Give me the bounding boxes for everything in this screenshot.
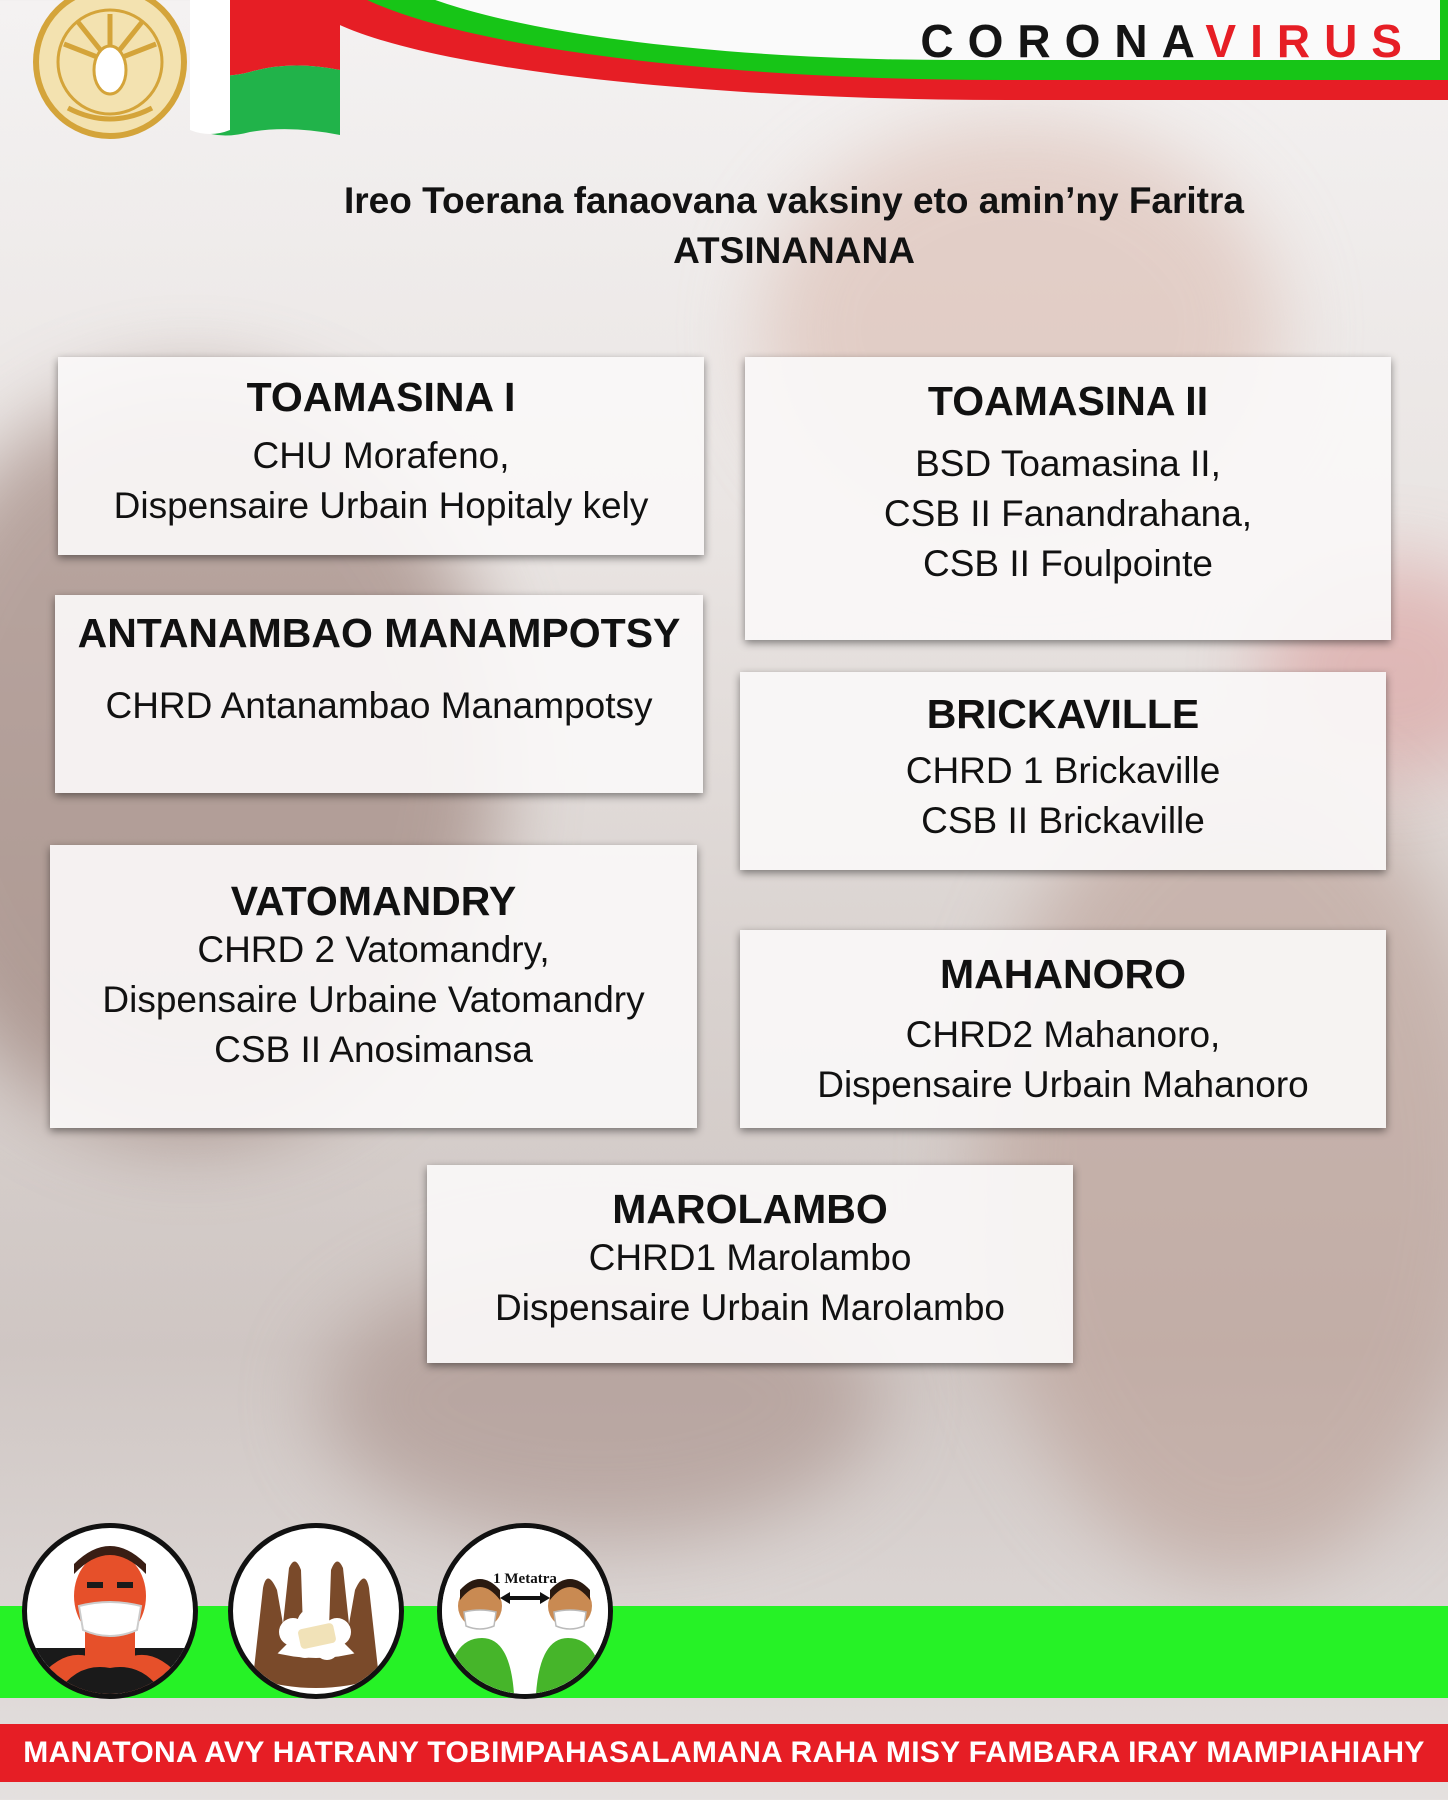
footer-banner: MANATONA AVY HATRANY TOBIMPAHASALAMANA RAHA MISY FAMBARA IRAY MAMPIAHIAHY xyxy=(0,1724,1448,1782)
district-name: ANTANAMBAO MANAMPOTSY xyxy=(77,610,681,656)
footer-green-band xyxy=(0,1606,1448,1698)
district-name: MAHANORO xyxy=(940,951,1186,997)
district-card-brickaville xyxy=(740,672,1386,870)
header-title-corona: CORONA xyxy=(920,15,1206,67)
district-card-mahanoro xyxy=(740,930,1386,1128)
page-heading-line2: ATSINANANA xyxy=(673,230,915,271)
site-line: CHRD 1 Brickaville xyxy=(905,750,1221,791)
mask-icon xyxy=(22,1523,198,1699)
state-emblem-icon xyxy=(28,0,208,140)
site-line: CHRD1 Marolambo xyxy=(588,1237,912,1278)
district-name: VATOMANDRY xyxy=(230,878,517,924)
site-line: Dispensaire Urbain Hopitaly kely xyxy=(113,485,649,526)
district-card-toamasina-i xyxy=(58,357,704,555)
district-name: TOAMASINA II xyxy=(927,378,1209,424)
handwashing-icon xyxy=(228,1523,404,1699)
distance-icon xyxy=(437,1523,613,1699)
site-line: CHRD 2 Vatomandry, xyxy=(197,929,550,970)
district-card-vatomandry xyxy=(50,845,697,1128)
site-line: CSB II Fanandrahana, xyxy=(883,493,1253,534)
site-line: BSD Toamasina II, xyxy=(915,443,1221,484)
district-name: TOAMASINA I xyxy=(246,374,516,420)
district-name: MAROLAMBO xyxy=(612,1186,888,1232)
site-line: CSB II Anosimansa xyxy=(214,1029,533,1070)
site-line: Dispensaire Urbain Marolambo xyxy=(495,1287,1005,1328)
header-title-virus: VIRUS xyxy=(1205,15,1416,67)
district-name: BRICKAVILLE xyxy=(926,691,1200,737)
header-title xyxy=(920,14,1416,68)
site-line: CHU Morafeno, xyxy=(252,435,510,476)
district-card-antanambao-manampotsy xyxy=(55,595,703,793)
site-line: CHRD2 Mahanoro, xyxy=(905,1014,1221,1055)
site-line: CSB II Foulpointe xyxy=(923,543,1213,584)
madagascar-flag-icon xyxy=(190,0,340,140)
site-line: Dispensaire Urbaine Vatomandry xyxy=(102,979,645,1020)
header-banner xyxy=(0,0,1448,140)
site-line: CSB II Brickaville xyxy=(921,800,1205,841)
site-line: Dispensaire Urbain Mahanoro xyxy=(817,1064,1309,1105)
district-card-toamasina-ii xyxy=(745,357,1391,640)
distance-label: 1 Metatra xyxy=(493,1571,557,1587)
district-card-marolambo xyxy=(427,1165,1073,1363)
page-heading-line1: Ireo Toerana fanaovana vaksiny eto amin’ny Faritra xyxy=(344,180,1244,221)
site-line: CHRD Antanambao Manampotsy xyxy=(105,685,653,726)
